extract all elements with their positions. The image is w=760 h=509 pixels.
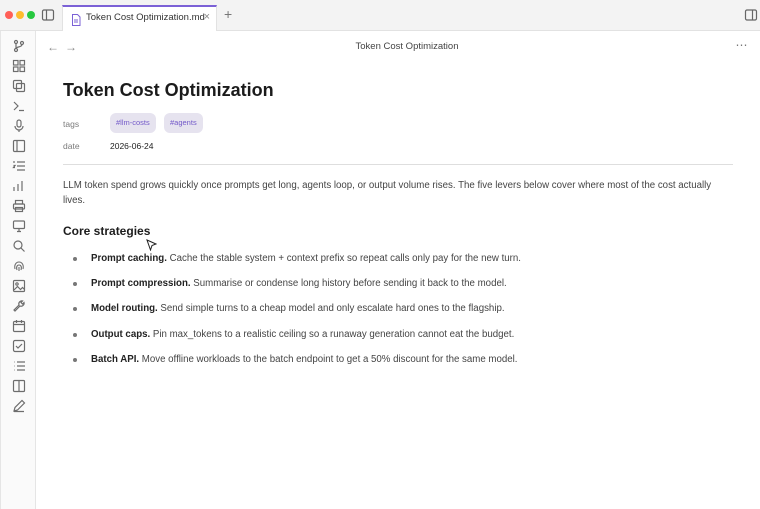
calendar-icon[interactable] [12,319,26,333]
tag-pill[interactable]: #llm-costs [110,113,156,133]
list-ordered-icon[interactable] [12,159,26,173]
property-value-date[interactable]: 2026-06-24 [110,141,154,151]
list-item [73,351,713,376]
tag-pill[interactable]: #agents [164,113,203,133]
bar-chart-icon[interactable] [12,179,26,193]
mouse-cursor-icon [146,238,157,250]
image-icon[interactable] [12,279,26,293]
property-key-tags: tags [63,119,80,129]
list-item [73,326,713,351]
back-arrow-icon[interactable]: ← [47,40,59,54]
bullet-dot [73,257,77,261]
list-icon[interactable] [12,359,26,373]
tab-close-button[interactable]: × [203,11,210,23]
grid-icon[interactable] [12,59,26,73]
tab-token-cost-optimization[interactable] [62,5,217,31]
microphone-icon[interactable] [12,119,26,133]
bullet-dot [73,358,77,362]
right-sidebar-toggle-icon[interactable] [744,8,758,22]
fingerprint-icon[interactable] [12,259,26,273]
list-item-label: Model routing. [91,303,158,315]
window-minimize-button[interactable] [16,11,24,19]
bullet-dot [73,333,77,337]
new-tab-button[interactable]: + [224,6,233,22]
file-icon [71,13,81,25]
list-item-text: Pin max_tokens to a realistic ceiling so a runaway generation cannot eat the budget. [150,328,515,340]
bullet-dot [73,307,77,311]
list-item-text: Move offline workloads to the batch endpoint to get a 50% discount for the same model. [139,353,518,365]
tab-label: Token Cost Optimization.md [86,12,205,23]
property-key-date: date [63,141,80,151]
note-body [63,80,733,365]
window-close-button[interactable] [5,11,13,19]
intro-paragraph: LLM token spend grows quickly once prompts get long, agents loop, or output volume rises. The five levers below cover where most of the cost actually lives. [63,180,712,206]
terminal-icon[interactable] [12,99,26,113]
pen-icon[interactable] [12,399,26,413]
list-item-label: Prompt caching. [91,253,167,264]
list-item [73,300,713,325]
list-item [73,250,713,275]
section-heading: Core strategies [63,224,151,238]
bullet-dot [73,282,77,286]
strategy-list [73,250,713,376]
forward-arrow-icon[interactable]: → [65,40,77,54]
list-item-label: Output caps. [91,328,151,340]
printer-icon[interactable] [12,199,26,213]
view-header-title: Token Cost Optimization [355,41,459,52]
sidebar-icon[interactable] [12,139,26,153]
copy-icon[interactable] [12,79,26,93]
search-icon[interactable] [12,239,26,253]
window-maximize-button[interactable] [27,11,35,19]
left-ribbon [0,31,36,509]
wrench-icon[interactable] [12,299,26,313]
page-title[interactable]: Token Cost Optimization [63,80,274,100]
branch-icon[interactable] [12,39,26,53]
title-bar [0,0,760,31]
checkbox-icon[interactable] [12,339,26,353]
list-item-text: Send simple turns to a cheap model and only escalate hard ones to the flagship. [157,303,505,315]
list-item-text: Summarise or condense long history before sending it back to the model. [190,278,507,290]
more-options-icon[interactable]: ⋯ [735,38,748,52]
book-icon[interactable] [12,379,26,393]
list-item-text: Cache the stable system + context prefix so repeat calls only pay for the new turn. [166,253,521,264]
monitor-icon[interactable] [12,219,26,233]
properties-divider [63,164,733,165]
list-item [73,275,713,300]
left-sidebar-toggle-icon[interactable] [41,8,55,22]
list-item-label: Batch API. [91,353,140,365]
list-item-label: Prompt compression. [91,278,191,290]
